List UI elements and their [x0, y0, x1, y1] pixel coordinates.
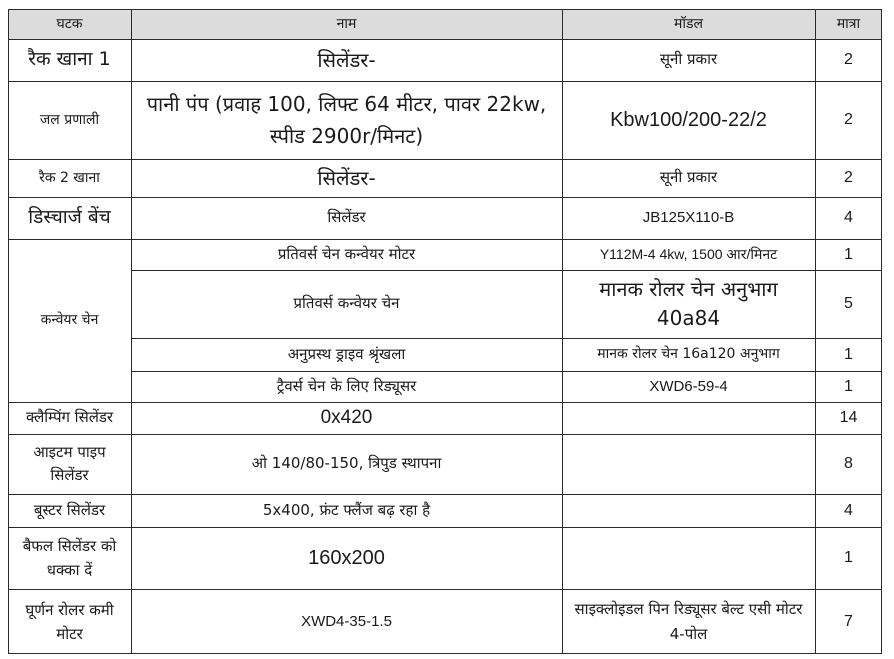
- cell-model: [562, 402, 815, 434]
- cell-model: मानक रोलर चेन अनुभाग 40a84: [599, 277, 778, 330]
- grid-line: [131, 9, 132, 654]
- cell-component: बैफल सिलेंडर को धक्का दें: [22, 537, 117, 579]
- cell-component: बूस्टर सिलेंडर: [33, 500, 106, 519]
- grid-line: [131, 371, 882, 372]
- cell-name: ट्रैवर्स चेन के लिए रिड्यूसर: [276, 376, 417, 395]
- cell-model: साइक्लोइडल पिन रिड्यूसर बेल्ट एसी मोटर 4-पोल: [574, 599, 803, 643]
- grid-line: [8, 9, 882, 10]
- header-name: नाम: [131, 9, 562, 39]
- components-table: [8, 9, 882, 654]
- cell-quantity: 5: [844, 295, 853, 313]
- cell-quantity: 7: [844, 612, 853, 630]
- grid-line: [8, 81, 882, 82]
- cell-component: रैक खाना 1: [28, 48, 111, 71]
- grid-line: [815, 9, 816, 654]
- cell-name: अनुप्रस्थ ड्राइव श्रृंखला: [287, 344, 406, 363]
- cell-component: क्लैम्पिंग सिलेंडर: [25, 408, 114, 427]
- grid-line: [8, 653, 882, 654]
- grid-line: [562, 9, 563, 654]
- cell-quantity: 1: [844, 245, 853, 263]
- cell-component: आइटम पाइप सिलेंडर: [33, 442, 106, 484]
- cell-model: [562, 527, 815, 589]
- cell-model: Kbw100/200-22/2: [610, 108, 767, 131]
- cell-component-conveyor-chain: कन्वेयर चेन: [40, 312, 99, 329]
- grid-line: [881, 9, 882, 654]
- grid-line: [8, 527, 882, 528]
- cell-quantity: 14: [839, 409, 858, 427]
- grid-line: [8, 434, 882, 435]
- cell-name: सिलेंडर: [327, 208, 366, 227]
- cell-quantity: 1: [844, 345, 853, 363]
- cell-model: JB125X110-B: [642, 209, 735, 227]
- header-quantity: मात्रा: [815, 9, 882, 39]
- grid-line: [131, 338, 882, 339]
- cell-model: [562, 494, 815, 527]
- cell-component: रैक 2 खाना: [39, 169, 100, 186]
- cell-quantity: 2: [844, 111, 853, 129]
- cell-quantity: 4: [844, 209, 853, 227]
- header-model: मॉडल: [562, 9, 815, 39]
- cell-name: ओ 140/80-150, त्रिपुड स्थापना: [251, 454, 442, 473]
- header-component: घटक: [8, 9, 131, 39]
- grid-line: [8, 9, 9, 654]
- grid-line: [8, 494, 882, 495]
- cell-model: Y112M-4 4kw, 1500 आर/मिनट: [599, 246, 778, 263]
- cell-name: प्रतिवर्स कन्वेयर चेन: [293, 294, 400, 313]
- grid-line: [8, 589, 882, 590]
- cell-model: सूनी प्रकार: [659, 50, 718, 69]
- cell-quantity: 1: [844, 377, 853, 395]
- cell-model: [562, 434, 815, 494]
- cell-name: 5x400, फ्रंट फ्लैंज बढ़ रहा है: [262, 500, 431, 519]
- cell-quantity: 2: [844, 169, 853, 187]
- cell-component: घूर्णन रोलर कमी मोटर: [25, 600, 114, 643]
- cell-component: जल प्रणाली: [39, 111, 100, 128]
- cell-name: पानी पंप (प्रवाह 100, लिफ्ट 64 मीटर, पावर 22kw, स्पीड 2900r/मिनट): [146, 92, 547, 148]
- cell-quantity: 4: [844, 501, 853, 519]
- cell-model: सूनी प्रकार: [659, 168, 718, 187]
- grid-line: [8, 239, 882, 240]
- cell-name: सिलेंडर-: [317, 165, 376, 190]
- grid-line: [8, 39, 882, 40]
- cell-quantity: 8: [844, 455, 853, 473]
- cell-quantity: 2: [844, 51, 853, 69]
- cell-model: XWD6-59-4: [649, 377, 728, 395]
- grid-line: [131, 270, 882, 271]
- cell-name: सिलेंडर-: [317, 47, 376, 72]
- cell-name: 0x420: [320, 407, 373, 429]
- cell-name: XWD4-35-1.5: [301, 612, 392, 630]
- cell-name: 160x200: [308, 546, 385, 569]
- cell-component: डिस्चार्ज बेंच: [28, 206, 111, 229]
- grid-line: [8, 402, 882, 403]
- grid-line: [8, 159, 882, 160]
- cell-name: प्रतिवर्स चेन कन्वेयर मोटर: [277, 244, 416, 263]
- grid-line: [8, 197, 882, 198]
- cell-model: मानक रोलर चेन 16a120 अनुभाग: [597, 346, 780, 363]
- cell-quantity: 1: [844, 549, 853, 567]
